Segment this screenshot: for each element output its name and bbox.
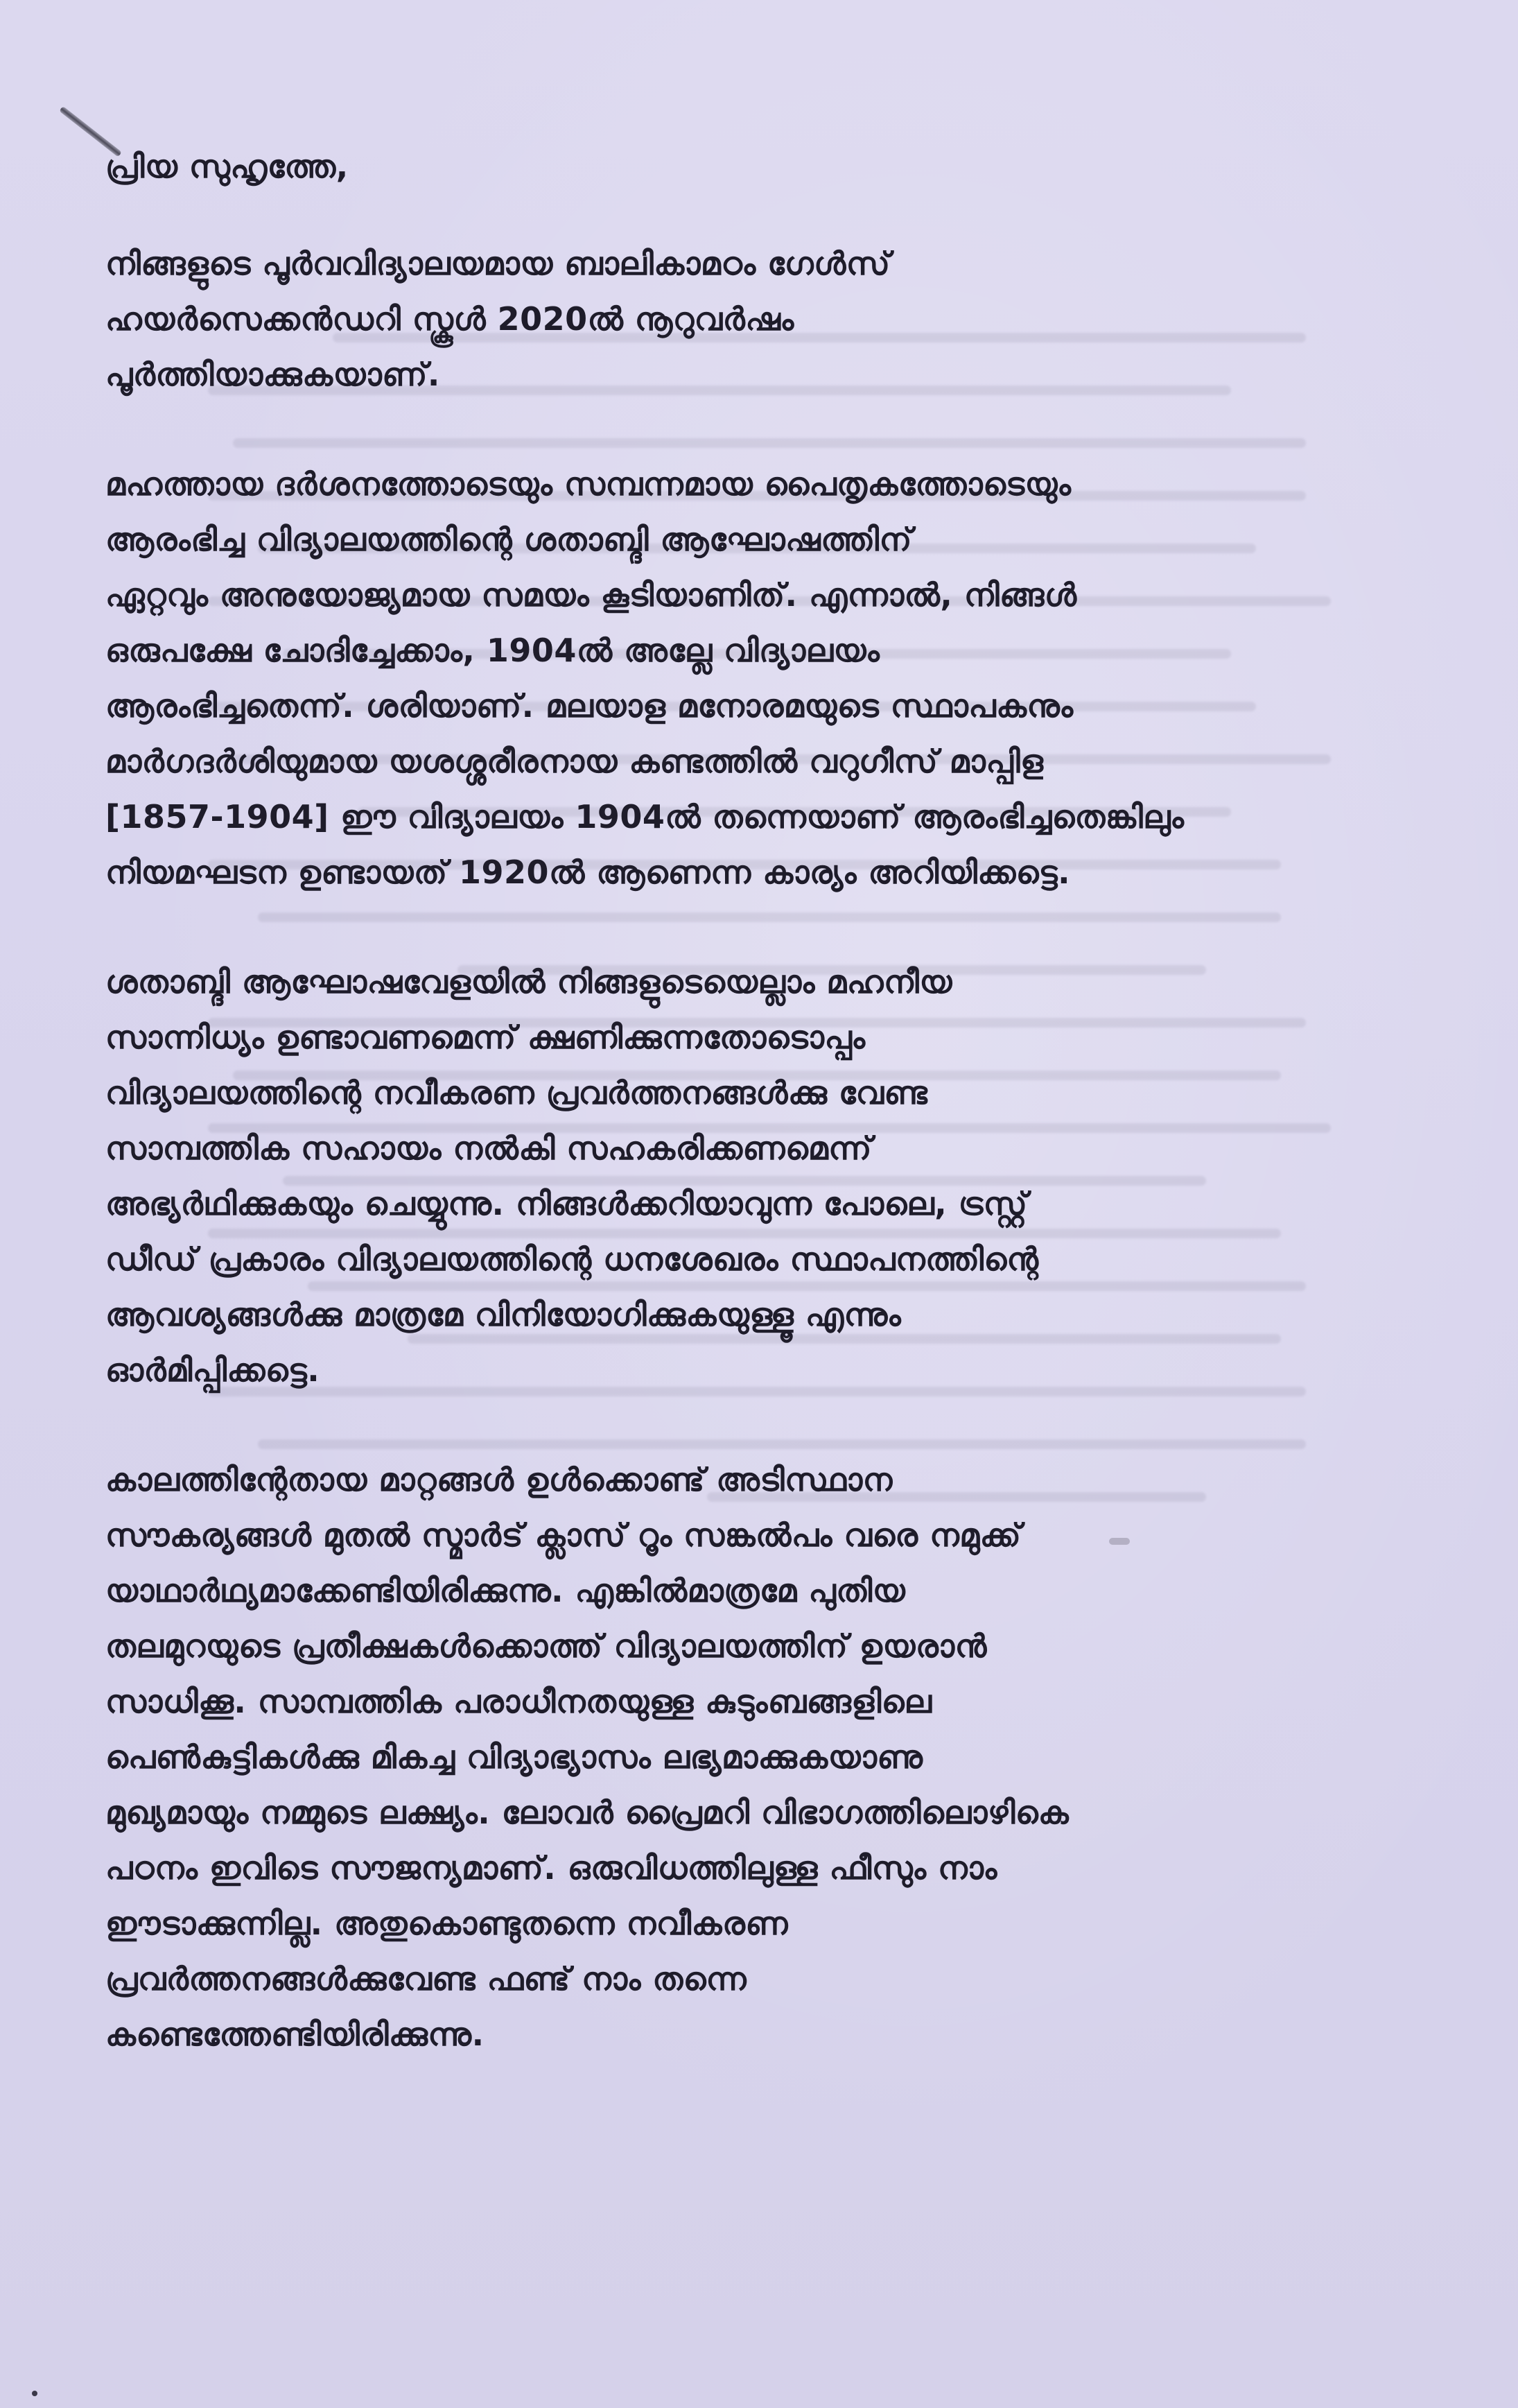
scan-speck: [1109, 1538, 1130, 1545]
paragraph-line: പ്രവർത്തനങ്ങൾക്കുവേണ്ട ഫണ്ട് നാം തന്നെ: [105, 1960, 747, 1998]
paragraph-line: കണ്ടെത്തേണ്ടിയിരിക്കുന്നു.: [105, 2016, 485, 2053]
paragraph-line: പൂർത്തിയാക്കുകയാണ്.: [105, 356, 440, 393]
letter-body: [105, 139, 1436, 2116]
paragraph-line: ശതാബ്ദി ആഘോഷവേളയിൽ നിങ്ങളുടെയെല്ലാം മഹനീയ: [105, 963, 952, 1001]
paragraph-line: നിയമഘടന ഉണ്ടായത് 1920ൽ ആണെന്ന കാര്യം അറിയിക്കട്ടെ.: [105, 854, 1071, 891]
paragraph-line: ആരംഭിച്ച വിദ്യാലയത്തിന്റെ ശതാബ്ദി ആഘോഷത്തിന്: [105, 521, 912, 558]
paragraph-line: അഭ്യർഥിക്കുകയും ചെയ്യുന്നു. നിങ്ങൾക്കറിയാവുന്ന പോലെ, ട്രസ്റ്റ്: [105, 1185, 1028, 1222]
paragraph-line: ഏറ്റവും അനുയോജ്യമായ സമയം കൂടിയാണിത്. എന്നാൽ, നിങ്ങൾ: [105, 576, 1077, 614]
paragraph-line: [1857-1904] ഈ വിദ്യാലയം 1904ൽ തന്നെയാണ് ആരംഭിച്ചതെങ്കിലും: [105, 798, 1185, 835]
paragraph-line: സാമ്പത്തിക സഹായം നൽകി സഹകരിക്കണമെന്ന്: [105, 1129, 872, 1167]
paragraph-line: ഒരുപക്ഷേ ചോദിച്ചേക്കാം, 1904ൽ അല്ലേ വിദ്യാലയം: [105, 632, 880, 669]
paragraph-line: ആവശ്യങ്ങൾക്കു മാത്രമേ വിനിയോഗിക്കുകയുള്ളൂ എന്നും: [105, 1296, 902, 1333]
paragraph-line: യാഥാർഥ്യമാക്കേണ്ടിയിരിക്കുന്നു. എങ്കിൽമാത്രമേ പുതിയ: [105, 1572, 906, 1609]
paragraph-line: മഹത്തായ ദർശനത്തോടെയും സമ്പന്നമായ പൈതൃകത്തോടെയും: [105, 465, 1072, 503]
paragraph-line: ഡീഡ് പ്രകാരം വിദ്യാലയത്തിന്റെ ധനശേഖരം സ്ഥാപനത്തിന്റെ: [105, 1240, 1039, 1278]
scan-speck: [32, 2391, 37, 2396]
paragraph-line: ഈടാക്കുന്നില്ല. അതുകൊണ്ടുതന്നെ നവീകരണ: [105, 1905, 788, 1942]
paragraph-4: [105, 1452, 1436, 2062]
paragraph-line: പെൺകുട്ടികൾക്കു മികച്ച വിദ്യാഭ്യാസം ലഭ്യമാക്കുകയാണു: [105, 1738, 923, 1776]
paragraph-line: സാധിക്കൂ. സാമ്പത്തിക പരാധീനതയുള്ള കുടുംബങ്ങളിലെ: [105, 1683, 932, 1720]
paragraph-line: ഹയർസെക്കൻഡറി സ്കൂൾ 2020ൽ നൂറുവർഷം: [105, 300, 794, 338]
paragraph-line: ഓർമിപ്പിക്കട്ടെ.: [105, 1351, 320, 1389]
salutation: പ്രിയ സുഹൃത്തേ,: [105, 148, 349, 185]
paragraph-line: മാർഗദർശിയുമായ യശശ്ശരീരനായ കണ്ടത്തിൽ വറുഗീസ് മാപ്പിള: [105, 743, 1044, 780]
paragraph-1: [105, 236, 1436, 402]
paragraph-line: കാലത്തിന്റേതായ മാറ്റങ്ങൾ ഉൾക്കൊണ്ട് അടിസ്ഥാന: [105, 1461, 893, 1498]
paragraph-line: തലമുറയുടെ പ്രതീക്ഷകൾക്കൊത്ത് വിദ്യാലയത്തിന് ഉയരാൻ: [105, 1627, 987, 1665]
paragraph-line: മുഖ്യമായും നമ്മുടെ ലക്ഷ്യം. ലോവർ പ്രൈമറി വിഭാഗത്തിലൊഴികെ: [105, 1794, 1070, 1831]
paragraph-line: വിദ്യാലയത്തിന്റെ നവീകരണ പ്രവർത്തനങ്ങൾക്കു വേണ്ട: [105, 1074, 928, 1111]
paragraph-line: പഠനം ഇവിടെ സൗജന്യമാണ്. ഒരുവിധത്തിലുള്ള ഫീസും നാം: [105, 1849, 997, 1887]
paragraph-3: [105, 954, 1436, 1398]
paragraph-line: ആരംഭിച്ചതെന്ന്. ശരിയാണ്. മലയാള മനോരമയുടെ സ്ഥാപകനും: [105, 687, 1074, 725]
paragraph-line: സൗകര്യങ്ങൾ മുതൽ സ്മാർട് ക്ലാസ് റൂം സങ്കൽപം വരെ നമുക്ക്: [105, 1516, 1022, 1554]
paragraph-line: നിങ്ങളുടെ പൂർവവിദ്യാലയമായ ബാലികാമഠം ഗേൾസ്: [105, 245, 891, 282]
paragraph-line: സാന്നിധ്യം ഉണ്ടാവണമെന്ന് ക്ഷണിക്കുന്നതോടൊപ്പം: [105, 1019, 866, 1056]
paragraph-2: [105, 456, 1436, 900]
